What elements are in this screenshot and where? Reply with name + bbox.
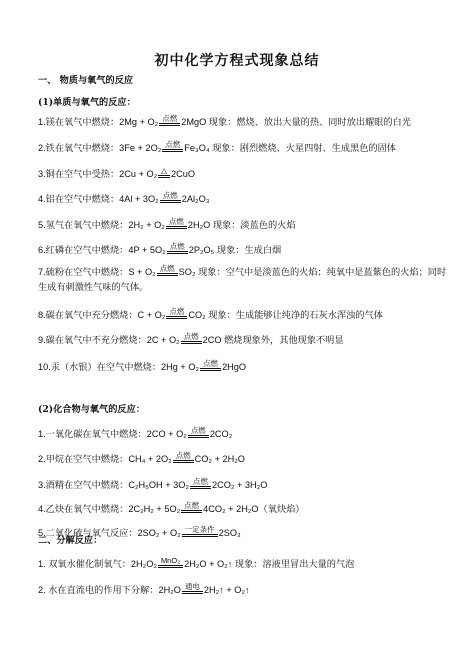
section-heading-1: 一、 物质与氧气的反应 xyxy=(38,75,134,86)
equation-reactants: 1.镁在氧气中燃烧：2Mg + O₂ xyxy=(38,117,159,127)
equation-line xyxy=(38,360,246,373)
equation-reactants: 4.乙炔在氧气中燃烧：2C₂H₂ + 5O₂ xyxy=(38,504,181,514)
equation-products: 2P₂O₅ 现象：生成白烟 xyxy=(188,245,282,255)
condition-label: 点燃 xyxy=(166,308,187,317)
equals-line xyxy=(173,462,194,465)
equation-line xyxy=(38,478,267,491)
equals-line xyxy=(181,512,202,515)
equation-reactants: 4.铝在空气中燃烧：4Al + 3O₂ xyxy=(38,194,159,204)
equals-line xyxy=(166,228,187,231)
equation-line xyxy=(38,265,446,278)
reaction-condition xyxy=(182,526,218,539)
condition-label: 点燃 xyxy=(188,427,209,436)
equation-line xyxy=(38,557,354,570)
equation-reactants: 3.铜在空气中受热：2Cu + O₂ xyxy=(38,169,158,179)
condition-label: 点燃 xyxy=(167,243,188,252)
reaction-condition xyxy=(166,218,187,231)
equation-reactants: 生成有刺激性气味的气体。 xyxy=(38,282,149,292)
page-title: 初中化学方程式现象总结 xyxy=(154,53,320,69)
equation-products: 2HgO xyxy=(222,362,247,372)
equation-reactants: 1.一氧化碳在氧气中燃烧：2CO + O₂ xyxy=(38,429,187,439)
equals-line xyxy=(159,125,180,128)
condition-label: 点燃 xyxy=(157,265,178,274)
equals-line xyxy=(160,202,181,205)
equation-products: 2CO 燃烧现象外，其他现象不明显 xyxy=(202,335,344,345)
reaction-condition xyxy=(166,308,187,321)
reaction-condition xyxy=(190,478,211,491)
reaction-condition xyxy=(159,115,180,128)
reaction-condition xyxy=(200,360,221,373)
equation-reactants: 2.甲烷在空气中燃烧：CH₄ + 2O₂ xyxy=(38,454,172,464)
condition-label: 通电 xyxy=(182,583,203,592)
reaction-condition xyxy=(173,452,194,465)
condition-label: △ xyxy=(158,167,170,176)
equals-line xyxy=(158,177,170,180)
equation-line xyxy=(38,583,250,596)
equation-products: CO₂ + 2H₂O xyxy=(194,454,245,464)
equals-line xyxy=(200,370,221,373)
condition-label: 点燃 xyxy=(190,478,211,487)
condition-label: 点燃 xyxy=(200,360,221,369)
equation-products: 2CO₂ xyxy=(209,429,233,439)
condition-label: 点燃 xyxy=(160,192,181,201)
reaction-condition xyxy=(182,583,203,596)
equation-reactants: 5.氢气在氧气中燃烧：2H₂ + O₂ xyxy=(38,220,165,230)
condition-label: 点燃 xyxy=(181,502,202,511)
reaction-condition xyxy=(188,427,209,440)
equation-line xyxy=(38,243,281,256)
equation-reactants: 2.铁在氧气中燃烧：3Fe + 2O₂ xyxy=(38,143,162,153)
condition-label: 点燃 xyxy=(173,452,194,461)
equals-line xyxy=(157,275,178,278)
equals-line xyxy=(182,536,218,539)
equation-reactants: 9.碳在氧气中不充分燃烧：2C + O₂ xyxy=(38,335,180,345)
equation-line xyxy=(38,115,411,128)
equation-line xyxy=(38,452,245,465)
reaction-condition xyxy=(157,265,178,278)
equation-reactants: 10.汞（水银）在空气中燃烧：2Hg + O₂ xyxy=(38,362,200,372)
equals-line xyxy=(162,151,183,154)
equation-reactants: 1. 双氧水催化制氧气：2H₂O₂ xyxy=(38,559,157,569)
subsection-heading-1: (1)单质与氧气的反应： xyxy=(38,97,136,108)
equation-line xyxy=(38,192,209,205)
equals-line xyxy=(158,567,183,570)
equation-line xyxy=(38,427,232,440)
condition-label: 点燃 xyxy=(166,218,187,227)
equation-products: 2H₂O + O₂↑ 现象：溶液里冒出大量的气泡 xyxy=(184,559,355,569)
condition-label: MnO₂ xyxy=(158,557,183,566)
condition-label: 点燃 xyxy=(181,333,202,342)
equation-products: 4CO₂ + 2H₂O（氧炔焰） xyxy=(203,504,305,514)
equals-line xyxy=(166,318,187,321)
subsection-heading-2: (2)化合物与氧气的反应： xyxy=(38,404,145,415)
reaction-condition xyxy=(162,141,183,154)
equation-line xyxy=(38,281,148,293)
reaction-condition xyxy=(160,192,181,205)
equation-products: SO₂ 现象：空气中是淡蓝色的火焰；纯氧中是蓝紫色的火焰；同时 xyxy=(178,267,447,277)
equation-line xyxy=(38,167,195,180)
equation-reactants: 5.二氧化硫与氧气反应：2SO₂ + O₂ xyxy=(38,528,181,538)
equation-products: 2CO₂ + 3H₂O xyxy=(211,480,268,490)
equals-line xyxy=(181,343,202,346)
equation-products: 2H₂O 现象：淡蓝色的火焰 xyxy=(187,220,296,230)
equation-reactants: 3.酒精在空气中燃烧：C₂H₅OH + 3O₂ xyxy=(38,480,189,490)
equation-line xyxy=(38,502,304,515)
equation-products: 2H₂↑ + O₂↑ xyxy=(203,585,250,595)
equals-line xyxy=(188,437,209,440)
equation-reactants: 7.硫粉在空气中燃烧：S + O₂ xyxy=(38,267,156,277)
equation-line xyxy=(38,308,383,321)
reaction-condition xyxy=(181,502,202,515)
equation-products: Fe₃O₄ 现象：剧烈燃烧、火星四射、生成黑色的固体 xyxy=(184,143,396,153)
equation-line xyxy=(38,141,396,154)
reaction-condition xyxy=(167,243,188,256)
section-heading-2: 二、分解反应： xyxy=(38,535,103,546)
equation-reactants: 2. 水在直流电的作用下分解：2H₂O xyxy=(38,585,181,595)
reaction-condition xyxy=(181,333,202,346)
equation-line xyxy=(38,333,344,346)
reaction-condition xyxy=(158,167,170,180)
condition-label: 一定条件 xyxy=(182,526,218,535)
equation-products: 2CuO xyxy=(170,169,195,179)
equation-products: 2MgO 现象：燃烧、放出大量的热、同时放出耀眼的白光 xyxy=(181,117,411,127)
equals-line xyxy=(167,253,188,256)
equation-reactants: 6.红磷在空气中燃烧：4P + 5O₂ xyxy=(38,245,166,255)
condition-label: 点燃 xyxy=(162,141,183,150)
equation-products: CO₂ 现象：生成能够让纯净的石灰水浑浊的气体 xyxy=(188,310,383,320)
condition-label: 点燃 xyxy=(159,115,180,124)
equation-products: 2Al₂O₃ xyxy=(181,194,210,204)
equals-line xyxy=(182,593,203,596)
equation-line xyxy=(38,218,296,231)
reaction-condition xyxy=(158,557,183,570)
equation-reactants: 8.碳在氧气中充分燃烧：C + O₂ xyxy=(38,310,166,320)
equation-products: 2SO₃ xyxy=(218,528,241,538)
equals-line xyxy=(190,488,211,491)
